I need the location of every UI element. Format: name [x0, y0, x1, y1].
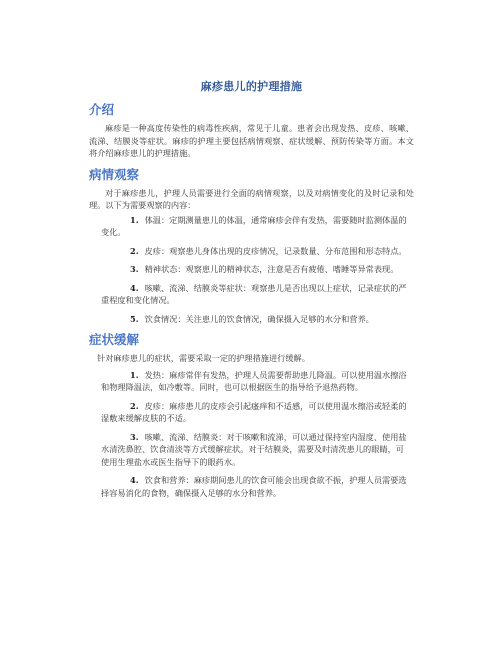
section-introduction [89, 101, 414, 160]
list-item [89, 431, 414, 469]
document-page [89, 78, 414, 505]
list-item-text: 体温：定期测量患儿的体温，通常麻疹会伴有发热，需要随时监测体温的变化。 [101, 214, 407, 237]
list-item [89, 400, 414, 425]
list-item [89, 214, 414, 239]
list-item [89, 474, 414, 499]
list-item [89, 245, 414, 258]
list-item-text: 饮食情况：关注患儿的饮食情况，确保摄入足够的水分和营养。 [144, 313, 374, 324]
list-item-number: 4. [130, 282, 139, 293]
list-item-text: 发热：麻疹常伴有发热，护理人员需要帮助患儿降温。可以使用温水擦浴和物理降温法，如冷敷等。同时，也可以根据医生的指导给予退热药物。 [101, 369, 407, 392]
list-item-number: 1. [130, 214, 139, 225]
list-item-number: 3. [130, 431, 139, 442]
list-item-number: 3. [130, 264, 139, 274]
section-heading-observation: 病情观察 [89, 166, 140, 182]
list-item-text: 皮疹：麻疹患儿的皮疹会引起瘙痒和不适感，可以使用温水擦浴或轻柔的湿敷来缓解皮肤的不适。 [101, 400, 407, 423]
list-item-number: 4. [130, 475, 139, 485]
list-item-text: 饮食和营养：麻疹期间患儿的饮食可能会出现食欲不振，护理人员需要选择容易消化的食物，确保摄入足够的水分和营养。 [101, 475, 407, 498]
list-item-text: 咳嗽、流涕、结膜炎等症状：观察患儿是否出现以上症状，记录症状的严重程度和变化情况。 [101, 282, 407, 305]
section-heading-symptom-relief: 症状缓解 [89, 332, 140, 347]
list-item [89, 282, 414, 307]
list-item-number: 2. [130, 245, 139, 256]
symptom-relief-list [89, 369, 414, 500]
list-item-number: 2. [130, 400, 139, 411]
list-item-number: 5. [130, 313, 139, 324]
section-observation [89, 166, 414, 326]
introduction-paragraph: 麻疹是一种高度传染性的病毒性疾病，常见于儿童。患者会出现发热、皮疹、咳嗽、流涕、结膜炎等症状。麻疹的护理主要包括病情观察、症状缓解、预防传染等方面。本文将介绍麻疹患儿的护理措施。 [89, 123, 414, 158]
list-item-number: 1. [130, 369, 139, 380]
list-item-text: 咳嗽、流涕、结膜炎：对于咳嗽和流涕，可以通过保持室内湿度、使用盐水清洗鼻腔、饮食清淡等方式缓解症状。对于结膜炎，需要及时清洗患儿的眼睛，可使用生理盐水或医生指导下的眼药水。 [101, 431, 407, 467]
list-item [89, 369, 414, 394]
list-item [89, 263, 414, 276]
document-title: 麻疹患儿的护理措施 [200, 80, 303, 93]
list-item [89, 313, 414, 326]
list-item-text: 精神状态：观察患儿的精神状态，注意是否有疲倦、嗜睡等异常表现。 [144, 264, 399, 274]
observation-list [89, 214, 414, 326]
list-item-text: 皮疹：观察患儿身体出现的皮疹情况，记录数量、分布范围和形态特点。 [144, 245, 407, 256]
observation-paragraph: 对于麻疹患儿，护理人员需要进行全面的病情观察，以及对病情变化的及时记录和处理。以下为需要观察的内容： [89, 187, 414, 210]
section-heading-introduction: 介绍 [89, 102, 115, 117]
section-symptom-relief [89, 331, 414, 499]
symptom-relief-paragraph: 针对麻疹患儿的症状，需要采取一定的护理措施进行缓解。 [97, 353, 310, 363]
